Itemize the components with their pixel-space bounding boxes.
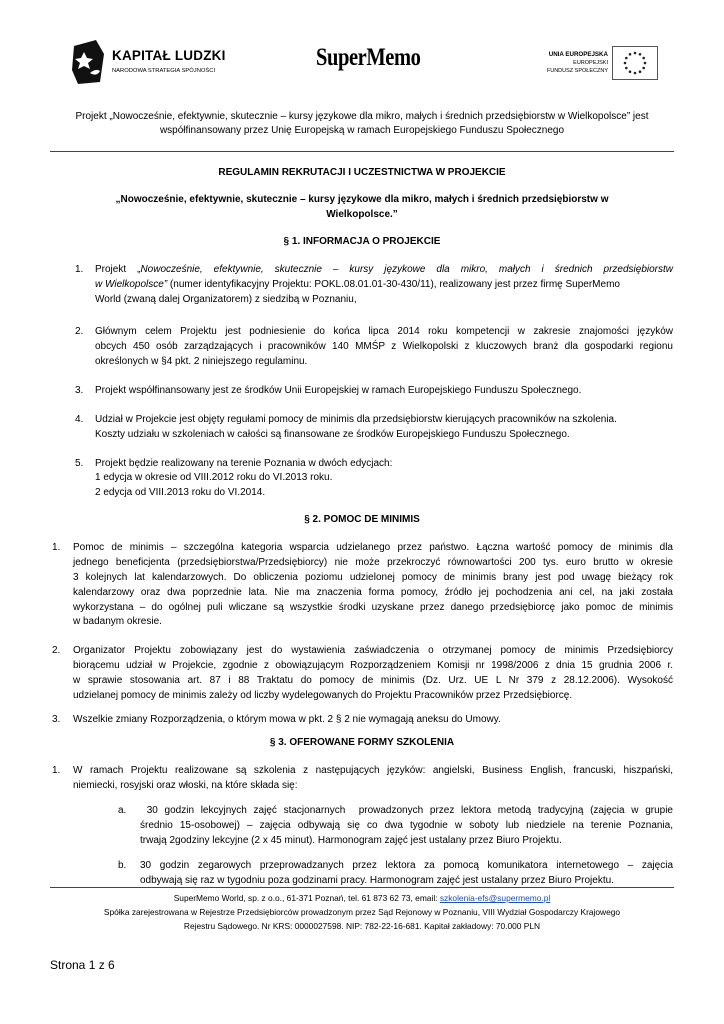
- section-3-heading: § 3. OFEROWANE FORMY SZKOLENIA: [269, 737, 455, 748]
- s1-item4-line2: Koszty udziału w szkoleniach w całości są finansowane ze środków Europejskiego Funduszu Społecznego.: [95, 429, 570, 440]
- s2-item1-line6: w badanym okresie.: [73, 616, 162, 627]
- eu-line2: EUROPEJSKI: [573, 60, 608, 66]
- s1-item5-line2: 1 edycja w okresie od VIII.2012 roku do VI.2013 roku.: [95, 472, 333, 483]
- s1-item1-l2b: (numer identyfikacyjny Projektu: POKL.08.01.01-30-430/11), realizowany jest przez firmę SuperMemo: [167, 279, 620, 290]
- s2-item3-num: 3.: [52, 714, 61, 725]
- supermemo-logo: SuperMemo: [316, 44, 421, 71]
- s2-item1-line5: wykorzystana – do ogólnej puli wliczane są wszystkie środki uzyskane przez danego przedsiębiorcę jako pomoc de minimis: [73, 602, 673, 613]
- s2-item2-line4: udzielanej pomocy de minimis zależy od liczby wydelegowanych do Projektu Pracowników przez Przedsiębiorcę.: [73, 690, 573, 701]
- footer-divider: [50, 887, 674, 888]
- s1-item1-line2: [95, 277, 673, 292]
- s2-item1-line4: kalendarzowy oraz dwa poprzednie lata. Nie ma znaczenia forma pomocy, źródło jej pochodzenia ani cel, na jaki została: [73, 587, 673, 598]
- s3-sub-b-line2: odbywają się raz w tygodniu poza godzinami pracy. Harmonogram zajęć jest ustalany przez Biuro Projektu.: [140, 875, 614, 886]
- s3-item1-num: 1.: [52, 765, 61, 776]
- s1-item2-line1: Głównym celem Projektu jest podniesienie do końca lipca 2014 roku kompetencji w zakresie znajomości języków: [95, 326, 673, 337]
- s1-item3-line1: Projekt współfinansowany jest ze środków Unii Europejskiej w ramach Europejskiego Funduszu Społecznego.: [95, 385, 582, 396]
- s3-item1-line2: niemiecki, rosyjski oraz włoski, na które składa się:: [73, 780, 298, 791]
- eu-flag-icon: [612, 46, 658, 80]
- s1-item4-num: 4.: [75, 414, 84, 425]
- s1-item3-num: 3.: [75, 385, 84, 396]
- s1-item1-l2a: w Wielkopolsce”: [95, 279, 168, 290]
- s2-item1-num: 1.: [52, 542, 61, 553]
- section-1-heading: § 1. INFORMACJA O PROJEKCIE: [283, 236, 441, 247]
- s3-sub-b-line1: 30 godzin zegarowych przeprowadzanych przez lektora za pomocą komunikatora internetowego – zajęcia: [140, 860, 673, 871]
- s3-sub-b-num: b.: [118, 860, 127, 871]
- project-line-2: współfinansowany przez Unię Europejską w ramach Europejskiego Funduszu Społecznego: [159, 125, 565, 136]
- page-number: Strona 1 z 6: [50, 958, 115, 972]
- kapital-ludzki-emblem-icon: [72, 40, 106, 84]
- s1-item1-l1b: Nowocześnie, efektywnie, skutecznie – kursy językowe dla mikro, małych i średnich przedsiębiorstw: [140, 264, 673, 275]
- s1-item1-l1a: Projekt „: [95, 264, 141, 275]
- footer-line-2: Spółka zarejestrowana w Rejestrze Przedsiębiorców prowadzonym przez Sąd Rejonowy w Poznaniu, VIII Wydział Gospodarczy Krajowego: [103, 907, 621, 917]
- s3-sub-a-line1: 30 godzin lekcyjnych zajęć stacjonarnych prowadzonych przez lektora metodą tradycyjną (zajęcia w grupie: [140, 805, 673, 816]
- s1-item5-line3: 2 edycja od VIII.2013 roku do VI.2014.: [95, 487, 266, 498]
- section-2-heading: § 2. POMOC DE MINIMIS: [304, 514, 420, 525]
- footer-email-link[interactable]: szkolenia-efs@supermemo.pl: [439, 893, 551, 903]
- s3-sub-a-line2: średnio 15-osobowej) – zajęcia odbywają się co dwa tygodnie w soboty lub niedziele na terenie Poznania,: [140, 820, 673, 831]
- s3-sub-a-line3: trwają 2godziny lekcyjne (2 x 45 minut). Harmonogram zajęć jest ustalany przez Biuro Projektu.: [140, 835, 562, 846]
- s2-item2-line1: Organizator Projektu zobowiązany jest do wystawienia zaświadczenia o otrzymanej pomocy de minimis Przedsiębiorcy: [73, 645, 673, 656]
- kl-title: KAPITAŁ LUDZKI: [112, 48, 226, 63]
- s2-item2-num: 2.: [52, 645, 61, 656]
- s3-sub-a-num: a.: [118, 805, 127, 816]
- s1-item5-line1: Projekt będzie realizowany na terenie Poznania w dwóch edycjach:: [95, 458, 393, 469]
- s2-item1-line2: jednego beneficjenta (przedsiębiorstwa/Przedsiębiorcy) nie może przekroczyć równowartości 200 tys. euro brutto w okresie: [73, 557, 673, 568]
- eu-label: [508, 51, 608, 75]
- header-divider: [50, 151, 674, 152]
- s1-item2-line2: obcych 450 osób zarządzających i pracowników 140 MMŚP z Wielkopolski z kluczowych branż dla gospodarki regionu: [95, 341, 673, 352]
- footer-line-1: [50, 891, 674, 906]
- s2-item3-line1: Wszelkie zmiany Rozporządzenia, o którym mowa w pkt. 2 § 2 nie wymagają aneksu do Umowy.: [73, 714, 501, 725]
- eu-line3: FUNDUSZ SPOŁECZNY: [546, 68, 608, 74]
- s1-item2-num: 2.: [75, 326, 84, 337]
- s1-item4-line1: Udział w Projekcie jest objęty regułami pomocy de minimis dla przedsiębiorstw kierujących pracowników na szkolenia.: [95, 414, 617, 425]
- doc-subtitle-2: Wielkopolsce.”: [326, 209, 398, 220]
- s2-item1-line1: Pomoc de minimis – szczególna kategoria wsparcia udzielanego przez państwo. Łączna wartość pomocy de minimis dla: [73, 542, 673, 553]
- footer-company: SuperMemo World, sp. z o.o., 61-371 Poznań, tel. 61 873 62 73, email:: [173, 893, 440, 903]
- s1-item1-line3: World (zwaną dalej Organizatorem) z siedzibą w Poznaniu,: [95, 294, 357, 305]
- project-line-1: Projekt „Nowocześnie, efektywnie, skutecznie – kursy językowe dla mikro, małych i średnich przedsiębiorstw w Wielkopolsce” jest: [75, 111, 649, 122]
- kapital-ludzki-logo: [72, 38, 232, 88]
- kl-subtitle: NARODOWA STRATEGIA SPÓJNOŚCI: [112, 68, 216, 74]
- s1-item2-line3: określonych w §4 pkt. 2 niniejszego regulaminu.: [95, 356, 308, 367]
- s3-item1-line1: W ramach Projektu realizowane są szkolenia z następujących języków: angielski, Business English, francuski, hiszpański,: [73, 765, 673, 776]
- s1-item5-num: 5.: [75, 458, 84, 469]
- eu-line1: UNIA EUROPEJSKA: [548, 51, 608, 58]
- s1-item1-line1: [95, 262, 673, 277]
- s2-item1-line3: 3 kolejnych lat kalendarzowych. Do obliczenia poziomu udzielonej pomocy de minimis brany jest pod uwagę bieżący rok: [73, 572, 673, 583]
- s2-item2-line3: w sprawie stosowania art. 87 i 88 Traktatu do pomocy de minimis (Dz. Urz. UE L Nr 379 z 28.12.2006). Wysokość: [73, 675, 673, 686]
- doc-title: REGULAMIN REKRUTACJI I UCZESTNICTWA W PROJEKCIE: [218, 167, 506, 178]
- doc-subtitle-1: „Nowocześnie, efektywnie, skutecznie – kursy językowe dla mikro, małych i średnich przedsiębiorstw w: [115, 194, 609, 205]
- footer-line-3: Rejestru Sądowego. Nr KRS: 0000027598. NIP: 782-22-16-681. Kapitał zakładowy: 70.000 PLN: [183, 921, 541, 931]
- s1-item1-num: 1.: [75, 264, 84, 275]
- s2-item2-line2: biorącemu udział w Projekcie, zgodnie z obowiązującym Rozporządzeniem Komisji nr 1998/2006 z dnia 15 grudnia 2006 r.: [73, 660, 673, 671]
